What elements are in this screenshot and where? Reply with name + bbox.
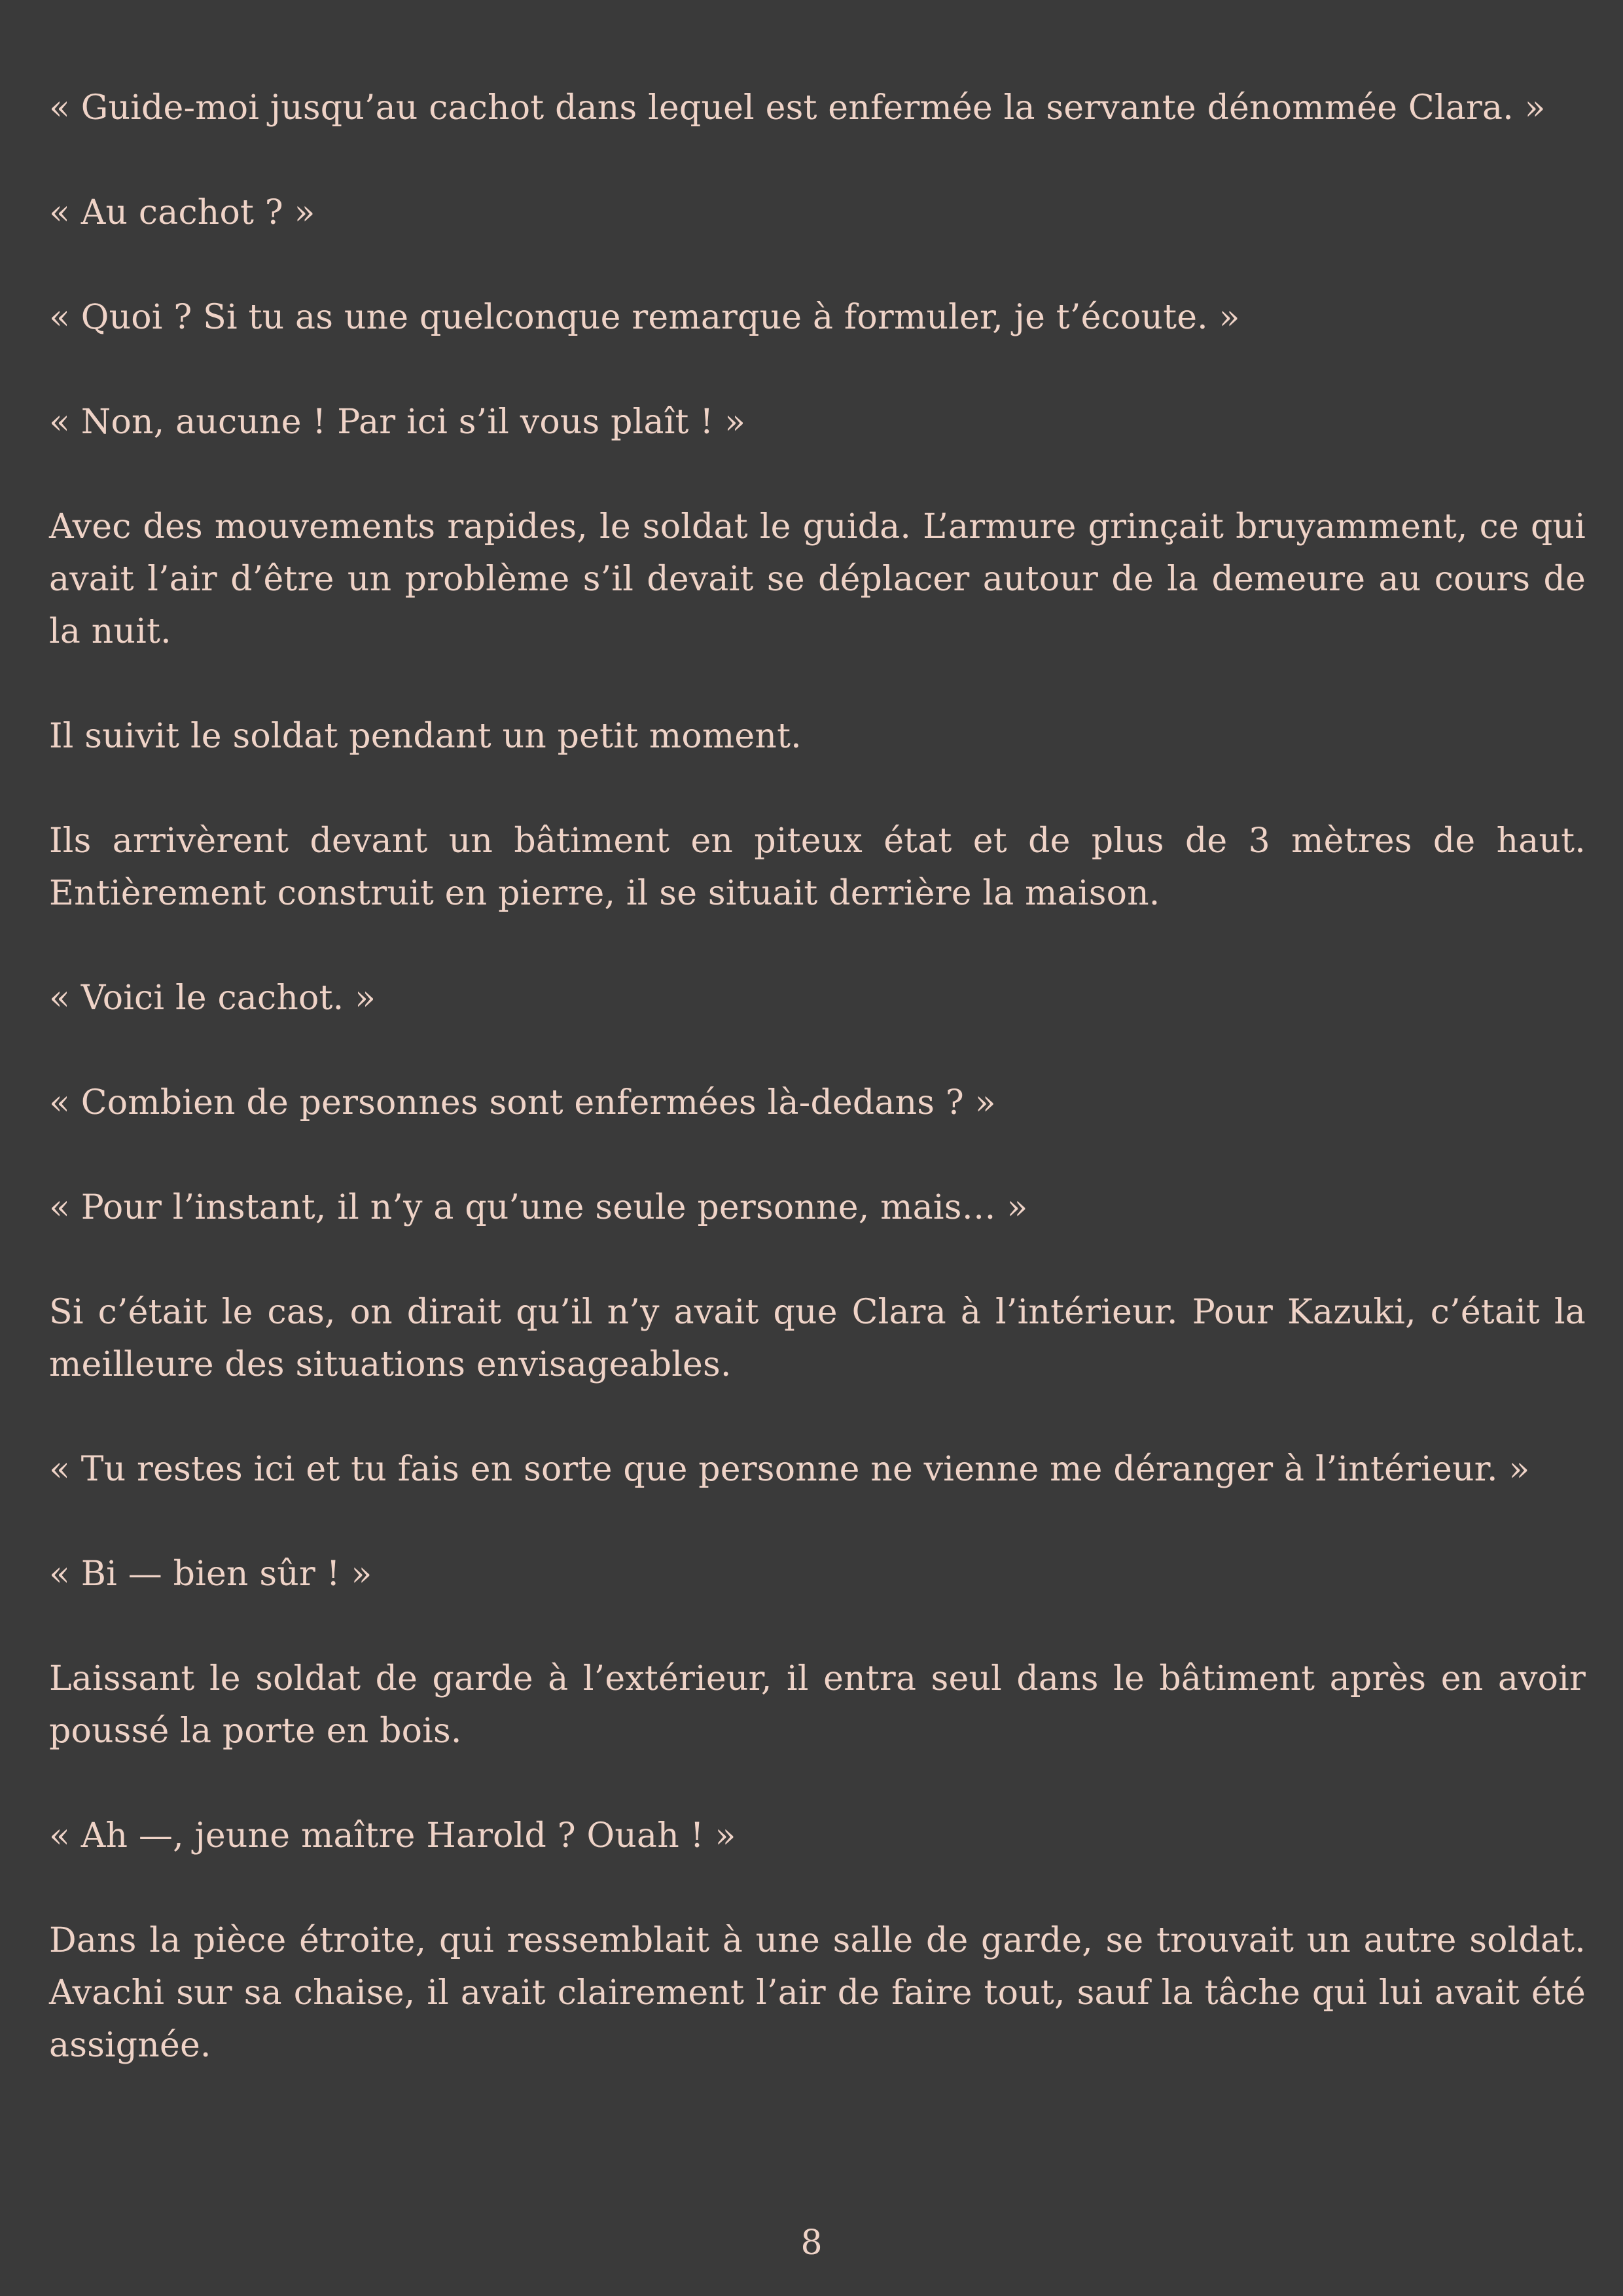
paragraph: Avec des mouvements rapides, le soldat le guida. L’armure grinçait bruyamment, ce qui avait l’air d’être un problème s’il devait se déplacer autour de la demeure au cours de la nuit. [49,507,1586,651]
paragraph: Si c’était le cas, on dirait qu’il n’y avait que Clara à l’intérieur. Pour Kazuki, c’était la meilleure des situations envisageables. [49,1293,1586,1384]
paragraph: Il suivit le soldat pendant un petit moment. [49,717,802,756]
paragraph: Ils arrivèrent devant un bâtiment en piteux état et de plus de 3 mètres de haut. Entièrement construit en pierre, il se situait derrière la maison. [49,821,1586,913]
paragraph: « Voici le cachot. » [49,978,376,1018]
page-body [49,82,1586,2072]
paragraph: « Ah —, jeune maître Harold ? Ouah ! » [49,1816,736,1856]
page-number: 8 [800,2223,823,2263]
paragraph: « Tu restes ici et tu fais en sorte que personne ne vienne me déranger à l’intérieur. » [49,1450,1530,1489]
paragraph: Laissant le soldat de garde à l’extérieur, il entra seul dans le bâtiment après en avoir poussé la porte en bois. [49,1659,1586,1751]
paragraph: « Quoi ? Si tu as une quelconque remarque à formuler, je t’écoute. » [49,298,1240,337]
paragraph: « Pour l’instant, il n’y a qu’une seule personne, mais… » [49,1188,1028,1227]
paragraph: « Au cachot ? » [49,193,315,232]
paragraph: « Non, aucune ! Par ici s’il vous plaît ! » [49,403,746,442]
paragraph: Dans la pièce étroite, qui ressemblait à une salle de garde, se trouvait un autre soldat. Avachi sur sa chaise, il avait clairement l’air de faire tout, sauf la tâche qui lui avait été assignée. [49,1921,1586,2065]
paragraph: « Combien de personnes sont enfermées là-dedans ? » [49,1083,996,1122]
paragraph: « Bi — bien sûr ! » [49,1554,372,1594]
paragraph: « Guide-moi jusqu’au cachot dans lequel est enfermée la servante dénommée Clara. » [49,88,1546,128]
